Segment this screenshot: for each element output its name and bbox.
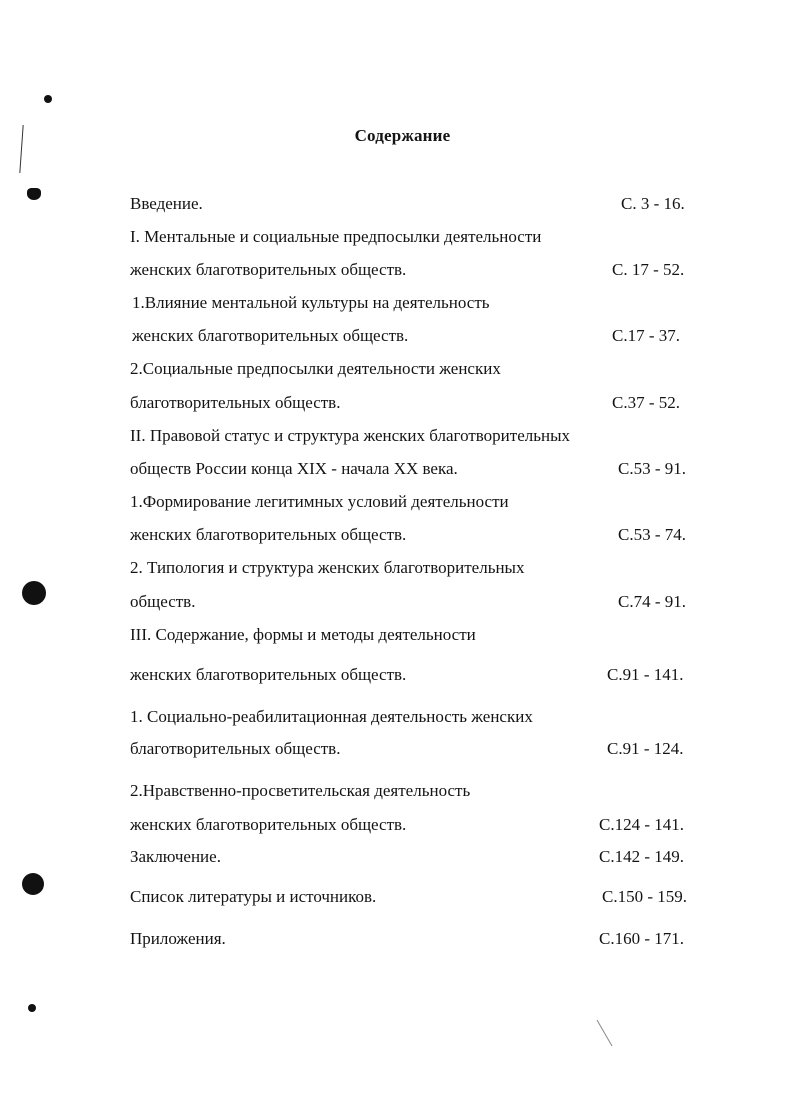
toc-page-range: С.150 - 159. xyxy=(602,887,687,906)
toc-entry-line: 1.Формирование легитимных условий деятельности xyxy=(130,492,509,511)
toc-page-range: С.142 - 149. xyxy=(599,847,684,866)
toc-page-range: С.91 - 141. xyxy=(607,665,684,684)
punch-hole-mark xyxy=(44,95,52,103)
toc-page-range: С. 3 - 16. xyxy=(621,194,685,213)
toc-entry-line: обществ России конца XIX - начала XX века. xyxy=(130,459,458,478)
toc-entry-line: 2. Типология и структура женских благотворительных xyxy=(130,558,525,577)
toc-page-range: С.53 - 74. xyxy=(618,525,686,544)
punch-hole-mark xyxy=(22,873,44,895)
toc-entry-line: 1.Влияние ментальной культуры на деятельность xyxy=(132,293,490,312)
toc-entry-line: Приложения. xyxy=(130,929,226,948)
toc-entry-line: женских благотворительных обществ. xyxy=(130,525,407,544)
toc-entry-line: благотворительных обществ. xyxy=(130,739,341,758)
toc-page-range: С.124 - 141. xyxy=(599,815,684,834)
toc-entry-line: II. Правовой статус и структура женских благотворительных xyxy=(130,426,571,445)
toc-entry-line: Заключение. xyxy=(130,847,221,866)
toc-page-range: С.74 - 91. xyxy=(618,592,686,611)
toc-page-range: С.91 - 124. xyxy=(607,739,684,758)
punch-hole-mark xyxy=(28,1004,36,1012)
toc-page-range: С. 17 - 52. xyxy=(612,260,685,279)
page-title: Содержание xyxy=(354,126,451,145)
toc-entry-line: женских благотворительных обществ. xyxy=(130,665,407,684)
punch-hole-mark xyxy=(27,188,41,200)
punch-hole-mark xyxy=(22,581,46,605)
toc-entry-line: 2.Социальные предпосылки деятельности женских xyxy=(130,359,501,378)
toc-entry-line: III. Содержание, формы и методы деятельности xyxy=(130,625,476,644)
toc-entry-line: обществ. xyxy=(130,592,196,611)
toc-entry-line: женских благотворительных обществ. xyxy=(130,260,407,279)
toc-page-range: С.37 - 52. xyxy=(612,393,680,412)
toc-entry-line: женских благотворительных обществ. xyxy=(130,815,407,834)
toc-page-range: С.17 - 37. xyxy=(612,326,680,345)
toc-entry-line: I. Ментальные и социальные предпосылки деятельности xyxy=(130,227,542,246)
toc-entry-line: благотворительных обществ. xyxy=(130,393,341,412)
toc-entry-line: 1. Социально-реабилитационная деятельность женских xyxy=(130,707,533,726)
scan-scratch xyxy=(597,1020,613,1046)
toc-page-range: С.160 - 171. xyxy=(599,929,684,948)
toc-entry-line: женских благотворительных обществ. xyxy=(132,326,409,345)
toc-entry-line: Введение. xyxy=(130,194,203,213)
toc-entry-line: 2.Нравственно-просветительская деятельность xyxy=(130,781,471,800)
toc-entry-line: Список литературы и источников. xyxy=(130,887,377,906)
toc-page-range: С.53 - 91. xyxy=(618,459,686,478)
